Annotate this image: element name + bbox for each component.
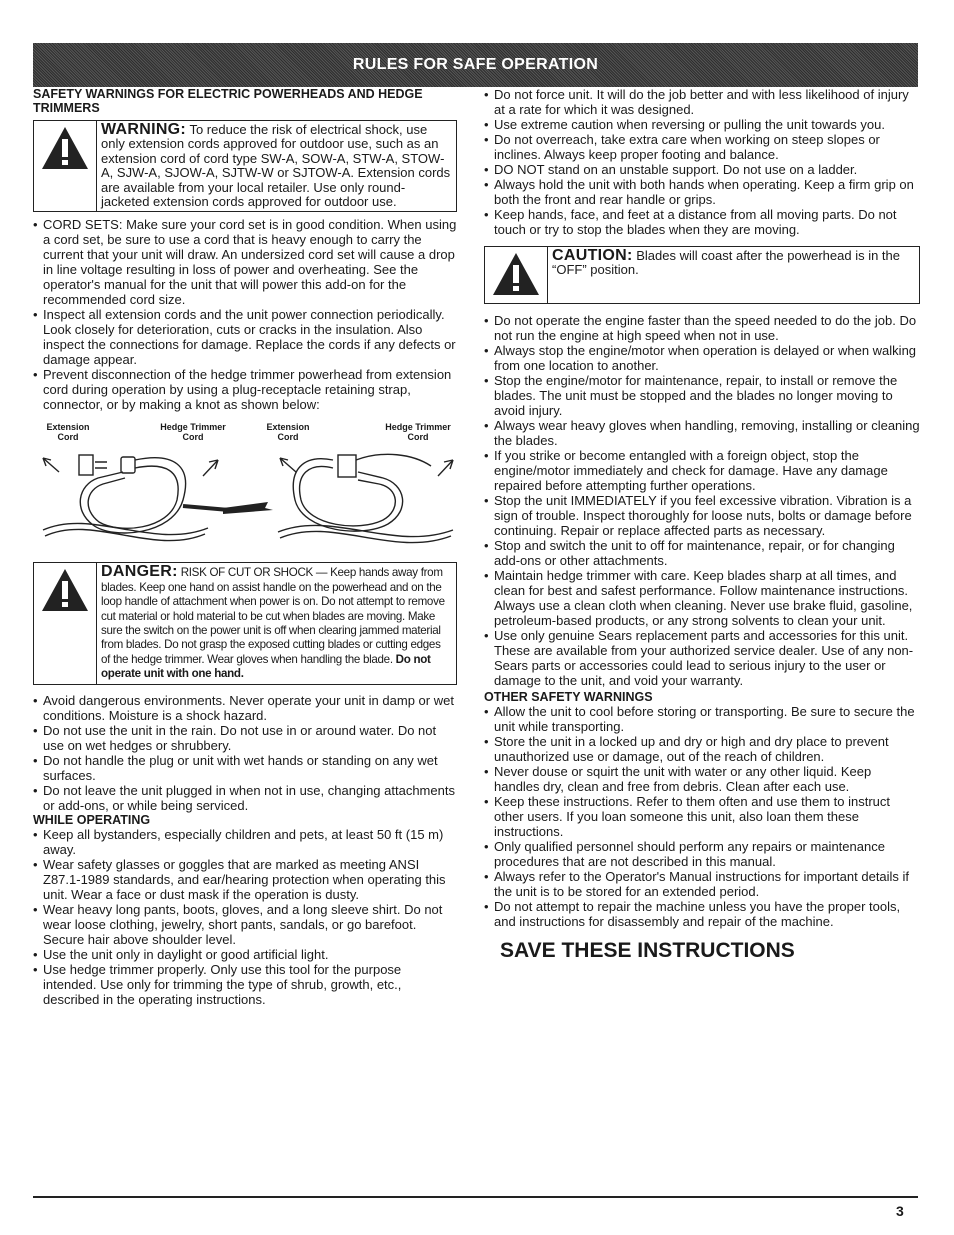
footer-rule bbox=[33, 1196, 918, 1198]
list-item: • Always refer to the Operator's Manual instructions for important details if the unit is to be stored for an extended period. bbox=[484, 869, 920, 899]
list-item: • Use the unit only in daylight or good artificial light. bbox=[33, 947, 457, 962]
list-item: • Stop and switch the unit to off for maintenance, repair, or for changing add-ons or other attachments. bbox=[484, 538, 920, 568]
other-warnings-bullet-list bbox=[484, 704, 920, 929]
list-item: • Do not operate the engine faster than the speed needed to do the job. Do not run the engine at high speed when not in use. bbox=[484, 313, 920, 343]
list-item: • Keep all bystanders, especially children and pets, at least 50 ft (15 m) away. bbox=[33, 827, 457, 857]
list-item: • Do not force unit. It will do the job better and with less likelihood of injury at a rate for which it was designed. bbox=[484, 87, 920, 117]
operating-bullet-list bbox=[33, 827, 457, 1007]
list-item: • Stop the unit IMMEDIATELY if you feel excessive vibration. Vibration is a sign of trouble. Inspect thoroughly for loose nuts, bolts or damage before continuing. Repair or replace affected parts as necessary. bbox=[484, 493, 920, 538]
caution-text: Blades will coast after the powerhead is in the “OFF” position. bbox=[552, 248, 901, 278]
list-item: • Store the unit in a locked up and dry or high and dry place to prevent unauthorized use or damage, out of the reach of children. bbox=[484, 734, 920, 764]
warning-triangle-icon bbox=[34, 121, 96, 211]
banner-title: RULES FOR SAFE OPERATION bbox=[352, 56, 599, 73]
caption-hedge-trimmer-cord-1: Hedge Trimmer Cord bbox=[160, 422, 226, 443]
list-item: • Always wear heavy gloves when handling, removing, installing or cleaning the blades. bbox=[484, 418, 920, 448]
cord-knot-figure bbox=[33, 422, 457, 550]
list-item: • Do not use the unit in the rain. Do not use in or around water. Do not use on wet hedges or shrubbery. bbox=[33, 723, 457, 753]
list-item: • Inspect all extension cords and the unit power connection periodically. Look closely for deterioration, cuts or cracks in the insulation. Also inspect the connections for damage. Replace the cords if any defects or damage appear. bbox=[33, 307, 457, 367]
danger-text: RISK OF CUT OR SHOCK — Keep hands away from blades. Keep one hand on assist handle on the powerhead and on the loop handle of attachment when power is on. Do not attempt to remove cut material or hold material to be cut when blades are moving. Make sure the switch on the power unit is off when clearing jammed material from blades. Do not grasp the exposed cutting blades or cutting edges of the hedge trimmer. Wear gloves when handling the blade. bbox=[101, 566, 445, 666]
section-heading-while-operating: WHILE OPERATING bbox=[33, 812, 151, 827]
warning-text-block bbox=[96, 121, 456, 211]
warning-box bbox=[33, 120, 457, 212]
cord-bullet-list bbox=[33, 217, 457, 412]
save-instructions-title: SAVE THESE INSTRUCTIONS bbox=[500, 939, 795, 962]
list-item: • Always stop the engine/motor when operation is delayed or when walking from one location to another. bbox=[484, 343, 920, 373]
caption-extension-cord-2: Extension Cord bbox=[266, 422, 310, 443]
list-item: • Prevent disconnection of the hedge trimmer powerhead from extension cord during operation by using a plug-receptacle retaining strap, connector, or by making a knot as shown below: bbox=[33, 367, 457, 412]
danger-box bbox=[33, 562, 457, 684]
right-column bbox=[484, 86, 920, 963]
list-item: • Only qualified personnel should perform any repairs or maintenance procedures that are not described in this manual. bbox=[484, 839, 920, 869]
danger-bold-text: Do not operate unit with one hand. bbox=[101, 652, 431, 681]
section-banner bbox=[33, 43, 918, 87]
list-item: • Use hedge trimmer properly. Only use this tool for the purpose intended. Use only for trimming the type of shrub, growth, etc., described in the operating instructions. bbox=[33, 962, 457, 1007]
caution-box bbox=[484, 246, 920, 304]
caution-label: CAUTION: bbox=[552, 247, 633, 264]
list-item: • Wear heavy long pants, boots, gloves, and a long sleeve shirt. Do not wear loose clothing, jewelry, short pants, sandals, or go barefoot. Secure hair above shoulder level. bbox=[33, 902, 457, 947]
list-item: • Never douse or squirt the unit with water or any other liquid. Keep handles dry, clean and free from debris. Clean after each use. bbox=[484, 764, 920, 794]
list-item: • If you strike or become entangled with a foreign object, stop the engine/motor immediately and check for damage. Have any damage repaired before attempting further operations. bbox=[484, 448, 920, 493]
caution-text-block bbox=[547, 247, 919, 303]
caution-triangle-icon bbox=[485, 247, 547, 303]
list-item: • Keep these instructions. Refer to them often and use them to instruct other users. If you loan someone this unit, also loan them these instructions. bbox=[484, 794, 920, 839]
list-item: • DO NOT stand on an unstable support. Do not use on a ladder. bbox=[484, 162, 920, 177]
danger-label: DANGER: bbox=[101, 563, 178, 581]
page-number: 3 bbox=[896, 1203, 904, 1219]
list-item: • Keep hands, face, and feet at a distance from all moving parts. Do not touch or try to stop the blades when they are moving. bbox=[484, 207, 920, 237]
left-column bbox=[33, 86, 457, 1007]
environment-bullet-list bbox=[33, 693, 457, 813]
list-item: • Do not overreach, take extra care when working on steep slopes or inclines. Always keep proper footing and balance. bbox=[484, 132, 920, 162]
force-bullet-list bbox=[484, 87, 920, 237]
list-item: • Do not attempt to repair the machine unless you have the proper tools, and instructions for disassembly and repair of the machine. bbox=[484, 899, 920, 929]
warning-label: WARNING: bbox=[101, 121, 187, 138]
danger-text-block bbox=[96, 563, 456, 683]
list-item: • Use extreme caution when reversing or pulling the unit towards you. bbox=[484, 117, 920, 132]
cord-knot-illustration bbox=[33, 440, 457, 550]
section-heading-electric: SAFETY WARNINGS FOR ELECTRIC POWERHEADS AND HEDGE TRIMMERS bbox=[33, 87, 423, 115]
engine-bullet-list bbox=[484, 313, 920, 688]
caption-extension-cord-1: Extension Cord bbox=[46, 422, 90, 443]
list-item: • CORD SETS: Make sure your cord set is in good condition. When using a cord set, be sure to use a cord that is heavy enough to carry the current that your unit will draw. An undersized cord set will cause a drop in line voltage resulting in loss of power and overheating. See the operator's manual for the unit that will power this add-on for the recommended cord size. bbox=[33, 217, 457, 307]
list-item: • Wear safety glasses or goggles that are marked as meeting ANSI Z87.1-1989 standards, and ear/hearing protection when operating this unit. Wear a face or dust mask if the operation is dusty. bbox=[33, 857, 457, 902]
list-item: • Avoid dangerous environments. Never operate your unit in damp or wet conditions. Moisture is a shock hazard. bbox=[33, 693, 457, 723]
list-item: • Do not handle the plug or unit with wet hands or standing on any wet surfaces. bbox=[33, 753, 457, 783]
caption-hedge-trimmer-cord-2: Hedge Trimmer Cord bbox=[385, 422, 451, 443]
warning-text: To reduce the risk of electrical shock, use only extension cords approved for outdoor use, such as an extension cord of cord type SW-A, SOW-A, STW-A, STOW-A, SJW-A, SJOW-A, SJTW-W or SJTOW-A. Extension cords are available from your local retailer. Use only round-jacketed extension cords approved for outdoor use. bbox=[101, 122, 451, 210]
list-item: • Maintain hedge trimmer with care. Keep blades sharp at all times, and clean for best and safest performance. Follow maintenance instructions. Always use a clean cloth when cleaning. Never use brake fluid, gasoline, petroleum-based products, or any strong solvents to clean your unit. bbox=[484, 568, 920, 628]
list-item: • Allow the unit to cool before storing or transporting. Be sure to secure the unit while transporting. bbox=[484, 704, 920, 734]
list-item: • Do not leave the unit plugged in when not in use, changing attachments or add-ons, or while being serviced. bbox=[33, 783, 457, 813]
list-item: • Always hold the unit with both hands when operating. Keep a firm grip on both the front and rear handle or grips. bbox=[484, 177, 920, 207]
section-heading-other-warnings: OTHER SAFETY WARNINGS bbox=[484, 690, 653, 704]
list-item: • Use only genuine Sears replacement parts and accessories for this unit. These are available from your authorized service dealer. Use of any non- Sears parts or accessories could lead to serious injury to the user or damage to the unit, and void your warranty. bbox=[484, 628, 920, 688]
list-item: • Stop the engine/motor for maintenance, repair, to install or remove the blades. The unit must be stopped and the blades no longer moving to avoid injury. bbox=[484, 373, 920, 418]
danger-triangle-icon bbox=[34, 563, 96, 683]
